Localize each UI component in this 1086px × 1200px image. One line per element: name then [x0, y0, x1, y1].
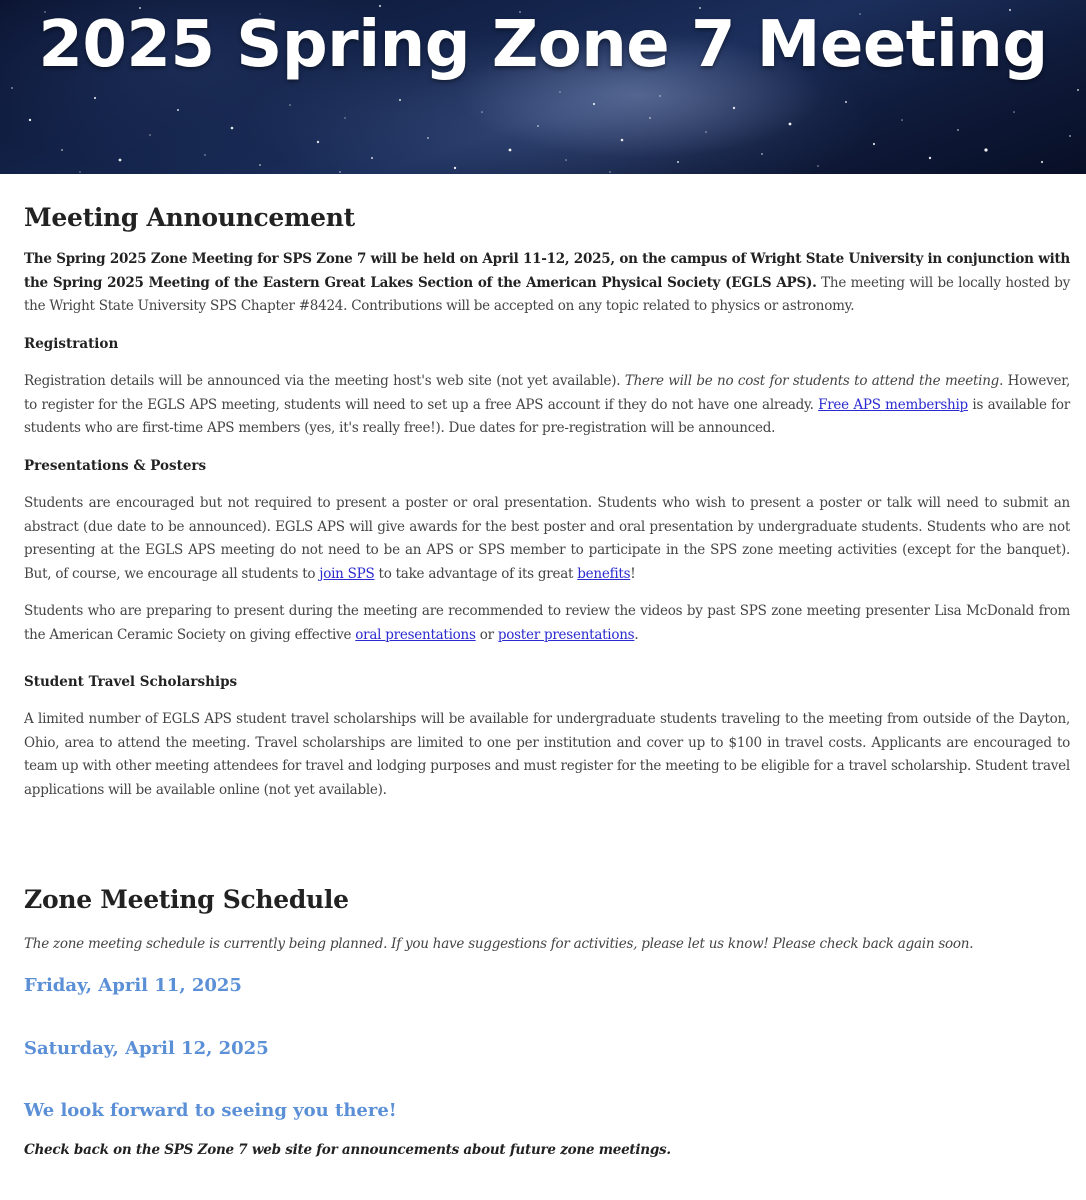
travel-paragraph: A limited number of EGLS APS student travel scholarships will be available for undergraduate students traveling to the meeting from outside of the Dayton, Ohio, area to attend the meeting. Travel scholarships are limited to one per institution and cover up to $100 in travel costs. Applicants are encouraged to team up with other meeting attendees for travel and lodging purposes and must register for the meeting to be eligible for a travel scholarship. Student travel applications will be available online (not yet available).: [24, 711, 1070, 798]
announcement-intro-rest: The meeting will be locally hosted by the Wright State University SPS Chapter #8424. Contributions will be accepted on any topic related to physics or astronomy.: [24, 274, 1071, 314]
registration-text-3: is available for students who are first-time APS members (yes, it's really free!). Due dates for pre-registration will be announced.: [24, 396, 1070, 436]
announcement-heading: Meeting Announcement: [24, 203, 355, 232]
schedule-day-saturday: Saturday, April 12, 2025: [24, 1038, 269, 1059]
oral-presentations-link[interactable]: oral presentations: [355, 626, 476, 643]
announcement-intro-bold: The Spring 2025 Zone Meeting for SPS Zone 7 will be held on April 11-12, 2025, on the campus of Wright State University in conjunction with the Spring 2025 Meeting of the Eastern Great Lakes Section of the American Physical Society (EGLS APS).: [24, 251, 1070, 291]
registration-text-1: Registration details will be announced via the meeting host's web site (not yet available).: [24, 373, 625, 389]
presentations-text-1: Students are encouraged but not required to present a poster or oral presentation. Students who wish to present a poster or talk will need to submit an abstract (due date to be announced). EGLS APS will give awards for the best poster and oral presentation by undergraduate students. Students who are not presenting at the EGLS APS meeting do not need to be an APS or SPS member to participate in the SPS zone meeting activities (except for the banquet). But, of course, we encourage all students to: [24, 495, 1070, 582]
presentations-text-2: to take advantage of its great: [374, 565, 578, 582]
join-sps-link[interactable]: join SPS: [319, 565, 375, 582]
schedule-heading: Zone Meeting Schedule: [24, 885, 349, 914]
hero-banner: [0, 0, 1086, 174]
presentations-paragraph: [24, 492, 1070, 586]
benefits-link[interactable]: benefits: [577, 565, 631, 582]
presentations-heading: Presentations & Posters: [24, 458, 207, 474]
registration-text-2: . However, to register for the EGLS APS meeting, students will need to set up a free APS account if they do not have one already.: [24, 373, 1070, 413]
registration-no-cost-text: There will be no cost for students to attend the meeting: [624, 373, 1000, 389]
registration-paragraph: [24, 370, 1070, 441]
free-aps-membership-link[interactable]: Free APS membership: [818, 396, 968, 413]
page-title: 2025 Spring Zone 7 Meeting: [38, 8, 1048, 82]
announcement-paragraph: [24, 248, 1070, 319]
travel-heading: Student Travel Scholarships: [24, 674, 238, 690]
future-meetings-note: Check back on the SPS Zone 7 web site for announcements about future zone meetings.: [24, 1142, 671, 1158]
videos-text-3: .: [634, 626, 639, 643]
schedule-day-friday: Friday, April 11, 2025: [24, 975, 242, 996]
presentations-text-3: !: [630, 565, 636, 582]
poster-presentations-link[interactable]: poster presentations: [497, 626, 635, 643]
videos-paragraph: [24, 600, 1070, 647]
schedule-note: The zone meeting schedule is currently being planned. If you have suggestions for activities, please let us know! Please check back again soon.: [24, 936, 974, 952]
closing-message: We look forward to seeing you there!: [24, 1100, 397, 1121]
registration-heading: Registration: [24, 336, 119, 352]
videos-text-2: or: [475, 626, 498, 643]
videos-text-1: Students who are preparing to present during the meeting are recommended to review the videos by past SPS zone meeting presenter Lisa McDonald from the American Ceramic Society on giving effective: [24, 603, 1070, 643]
